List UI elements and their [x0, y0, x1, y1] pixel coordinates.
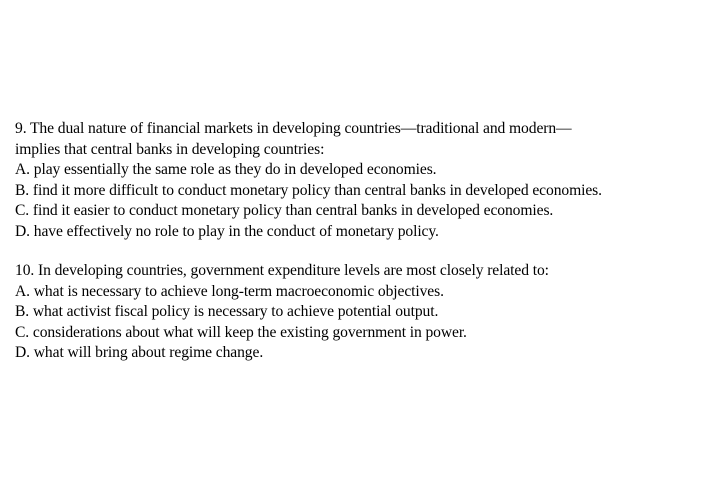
answer-option-b: B. find it more difficult to conduct monetary policy than central banks in developed economies. [15, 181, 602, 199]
answer-option-a: A. play essentially the same role as they do in developed economies. [15, 161, 437, 178]
question-9 [15, 119, 705, 242]
question-stem-line: 9. The dual nature of financial markets in developing countries—traditional and modern— [15, 120, 572, 137]
answer-option-b: B. what activist fiscal policy is necessary to achieve potential output. [15, 303, 439, 320]
answer-option-d: D. what will bring about regime change. [15, 344, 264, 361]
answer-option-d: D. have effectively no role to play in the conduct of monetary policy. [15, 222, 439, 240]
document-page [15, 119, 705, 364]
answer-option-c: C. find it easier to conduct monetary policy than central banks in developed economies. [15, 202, 554, 219]
question-stem-line: implies that central banks in developing countries: [15, 140, 325, 158]
question-10 [15, 261, 705, 364]
question-stem-line: 10. In developing countries, government expenditure levels are most closely related to: [15, 262, 549, 279]
answer-option-a: A. what is necessary to achieve long-term macroeconomic objectives. [15, 282, 444, 300]
answer-option-c: C. considerations about what will keep the existing government in power. [15, 323, 467, 341]
